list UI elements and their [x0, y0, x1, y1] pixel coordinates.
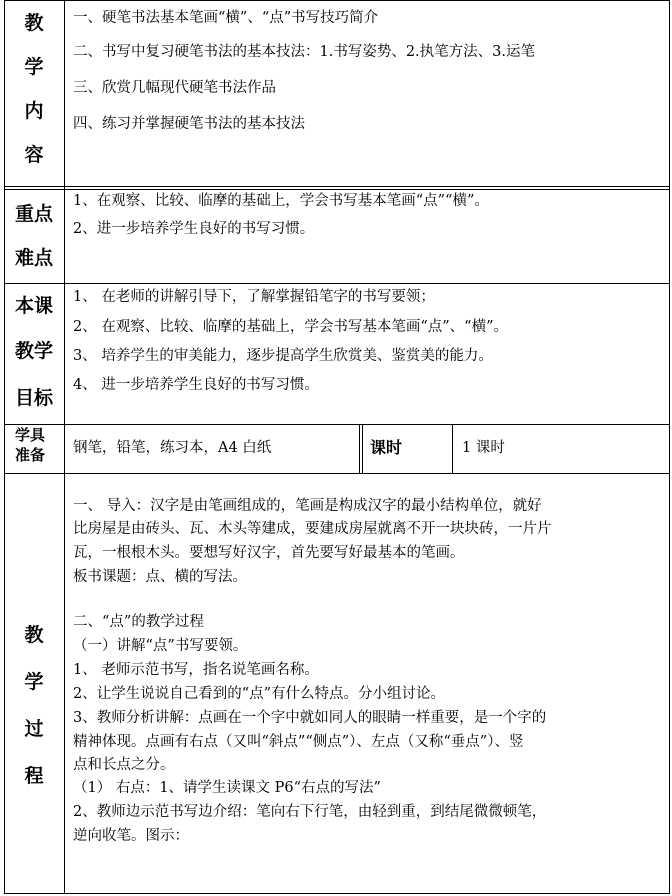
row-divider [4, 424, 670, 425]
process-line: 3、教师分析讲解：点画在一个字中就如同人的眼睛一样重要，是一个字的 [73, 710, 547, 726]
row-divider [4, 186, 670, 187]
label-char: 难点 [14, 247, 53, 269]
key-point-line: 1、在观察、比较、临摩的基础上，学会书写基本笔画“点”“横”。 [73, 193, 489, 209]
process-line: 瓦，一根根木头。要想写好汉字，首先要写好最基本的笔画。 [73, 545, 465, 561]
hours-label: 课时 [370, 438, 403, 457]
label-char: 学 [24, 56, 44, 78]
label-char: 教 [24, 12, 44, 34]
content-line: 一、硬笔书法基本笔画“横”、“点”书写技巧简介 [73, 10, 379, 26]
content-row-label [4, 14, 64, 190]
process-line: 精神体现。点画有右点（又叫“斜点”“侧点”）、左点（又称“垂点”）、竖 [73, 734, 524, 750]
label-char: 程 [24, 765, 44, 787]
label-char: 容 [24, 144, 44, 166]
label-char: 过 [24, 718, 44, 740]
process-line: （1） 右点：1、请学生读课文 P6“右点的写法” [73, 780, 381, 796]
process-line: 2、教师边示范书写边介绍：笔向右下行笔，由轻到重，到结尾微微顿笔， [73, 804, 547, 820]
label-char: 教学 [14, 340, 53, 362]
goals-row-label [4, 297, 64, 434]
label-char: 教 [24, 624, 44, 646]
process-line: 板书课题：点、横的写法。 [73, 569, 247, 585]
label-char: 准备 [14, 446, 45, 464]
process-line: 点和长点之分。 [73, 757, 175, 773]
content-line: 四、练习并掌握硬笔书法的基本技法 [73, 116, 305, 132]
process-line: 逆向收笔。图示： [73, 828, 189, 844]
tools-cell-divider [362, 424, 363, 473]
label-char: 重点 [14, 203, 53, 225]
table-border-right [669, 0, 670, 894]
label-column-divider [64, 0, 65, 894]
tools-cell-divider [452, 424, 453, 473]
process-row-label [4, 626, 64, 814]
label-char: 目标 [14, 387, 53, 409]
tools-row-label [4, 428, 56, 468]
label-char: 内 [24, 100, 44, 122]
content-line: 二、书写中复习硬笔书法的基本技法：1.书写姿势、2.执笔方法、3.运笔 [73, 44, 536, 60]
process-line: （一）讲解“点”书写要领。 [73, 638, 248, 654]
goal-line: 3、 培养学生的审美能力，逐步提高学生欣赏美、鉴赏美的能力。 [73, 348, 493, 364]
key-point-line: 2、进一步培养学生良好的书写习惯。 [73, 221, 315, 237]
label-char: 本课 [14, 295, 53, 317]
content-line: 三、欣赏几幅现代硬笔书法作品 [73, 80, 276, 96]
process-line: 二、“点”的教学过程 [73, 614, 204, 630]
process-line: 1、 老师示范书写，指名说笔画名称。 [73, 662, 319, 678]
process-line: 比房屋是由砖头、瓦、木头等建成，要建成房屋就离不开一块块砖，一片片 [73, 521, 552, 537]
table-border-top [4, 0, 670, 1]
process-line: 一、 导入：汉字是由笔画组成的，笔画是构成汉字的最小结构单位，就好 [73, 498, 542, 514]
label-char: 学 [24, 671, 44, 693]
key-points-row-label [4, 205, 64, 293]
table-border-bottom [4, 893, 670, 894]
row-divider [4, 189, 670, 190]
row-divider [4, 283, 670, 284]
process-line: 2、让学生说说自己看到的“点”有什么特点。分小组讨论。 [73, 686, 446, 702]
label-char: 学具 [14, 426, 45, 444]
tools-cell-divider [359, 424, 360, 473]
goal-line: 4、 进一步培养学生良好的书写习惯。 [73, 377, 319, 393]
goal-line: 2、 在观察、比较、临摩的基础上，学会书写基本笔画“点”、“横”。 [73, 319, 508, 335]
tools-value: 钢笔，铅笔，练习本，A4 白纸 [73, 440, 272, 456]
goal-line: 1、 在老师的讲解引导下，了解掌握铅笔字的书写要领； [73, 289, 435, 305]
row-divider [4, 473, 670, 474]
hours-value: 1 课时 [462, 440, 505, 456]
